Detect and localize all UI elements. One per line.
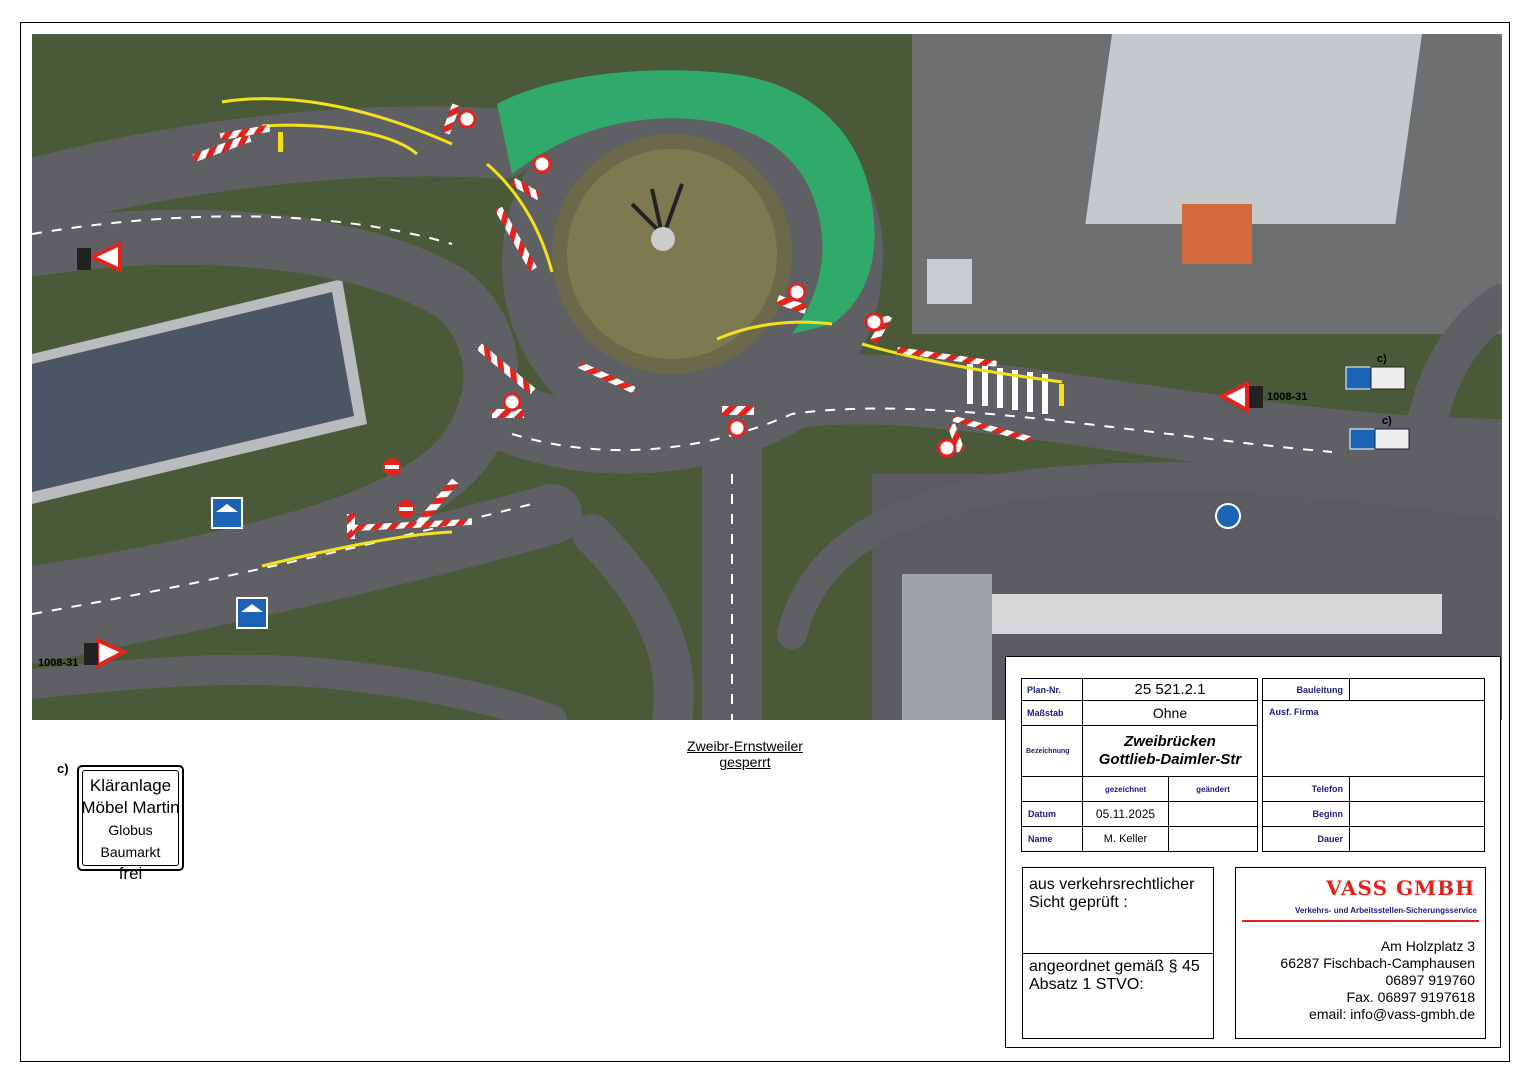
blank-cell [1021, 776, 1083, 802]
sign-code-label: 1008-31 [1267, 391, 1308, 403]
address-line: Am Holzplatz 3 [1380, 938, 1475, 954]
name-label: Name [1021, 826, 1083, 852]
blank-cell [1168, 801, 1258, 827]
bezeichnung-line: Zweibrücken [1124, 733, 1216, 750]
massstab-value: Ohne [1082, 700, 1258, 726]
approval-box-traffic [1022, 867, 1214, 954]
kiosk [927, 259, 972, 304]
address-line: 06897 919760 [1385, 972, 1475, 988]
bezeichnung-line: Gottlieb-Daimler-Str [1098, 751, 1242, 768]
approval-line: Sicht geprüft : [1029, 894, 1128, 911]
telefon-label: Telefon [1262, 776, 1350, 802]
dauer-label: Dauer [1262, 826, 1350, 852]
plan-nr-value: 25 521.2.1 [1082, 678, 1258, 701]
c-marker-label: c) [1382, 415, 1392, 427]
bezeichnung-label: Bezeichnung [1021, 725, 1083, 777]
building-right [1085, 34, 1422, 224]
address-line: 66287 Fischbach-Camphausen [1280, 955, 1475, 971]
approval-line: aus verkehrsrechtlicher [1029, 876, 1195, 893]
sign-line: Globus Baumarkt [100, 822, 161, 860]
building-bottom-right [992, 594, 1442, 634]
blank-cell [1349, 826, 1485, 852]
sign-line: frei [118, 864, 143, 883]
bauleitung-label: Bauleitung [1262, 678, 1350, 701]
blank-cell [1349, 678, 1485, 701]
c-marker-label: c) [1377, 353, 1387, 365]
name-value: M. Keller [1082, 826, 1169, 852]
supplementary-sign-c [77, 765, 184, 883]
blank-cell [1349, 801, 1485, 827]
approval-box-order [1022, 953, 1214, 1039]
address-line: email: info@vass-gmbh.de [1309, 1006, 1475, 1022]
address-line: Fax. 06897 9197618 [1346, 989, 1475, 1005]
datum-label: Datum [1021, 801, 1083, 827]
sign-line: Kläranlage [89, 776, 172, 795]
pavilion-roof [1182, 204, 1252, 264]
company-box [1235, 867, 1486, 1039]
blank-cell [1168, 826, 1258, 852]
massstab-label: Maßstab [1021, 700, 1083, 726]
building-bottom [902, 574, 992, 720]
company-name: VASS GMBH [1326, 876, 1475, 900]
aerial-site-plan [32, 34, 1502, 720]
company-address [1280, 938, 1475, 1023]
sign-line: Möbel Martin [81, 798, 180, 817]
approval-line: angeordnet gemäß § 45 [1029, 958, 1200, 975]
gezeichnet-label: gezeichnet [1082, 776, 1169, 802]
detour-line: gesperrt [719, 754, 771, 770]
datum-value: 05.11.2025 [1082, 801, 1169, 827]
sign-code-label: 1008-31 [38, 657, 79, 669]
title-block [1005, 656, 1501, 1048]
legend-marker: c) [57, 761, 69, 776]
detour-caption [670, 738, 820, 770]
company-tagline: Verkehrs- und Arbeitsstellen-Sicherungsservice [1295, 906, 1477, 915]
plan-nr-label: Plan-Nr. [1021, 678, 1083, 701]
bezeichnung-value [1082, 725, 1258, 777]
detour-line: Zweibr-Ernstweiler [687, 738, 803, 754]
company-divider [1242, 920, 1479, 922]
blank-cell [1349, 776, 1485, 802]
beginn-label: Beginn [1262, 801, 1350, 827]
ausf-firma-label: Ausf. Firma [1262, 700, 1485, 777]
geaendert-label: geändert [1168, 776, 1258, 802]
approval-line: Absatz 1 STVO: [1029, 976, 1144, 993]
